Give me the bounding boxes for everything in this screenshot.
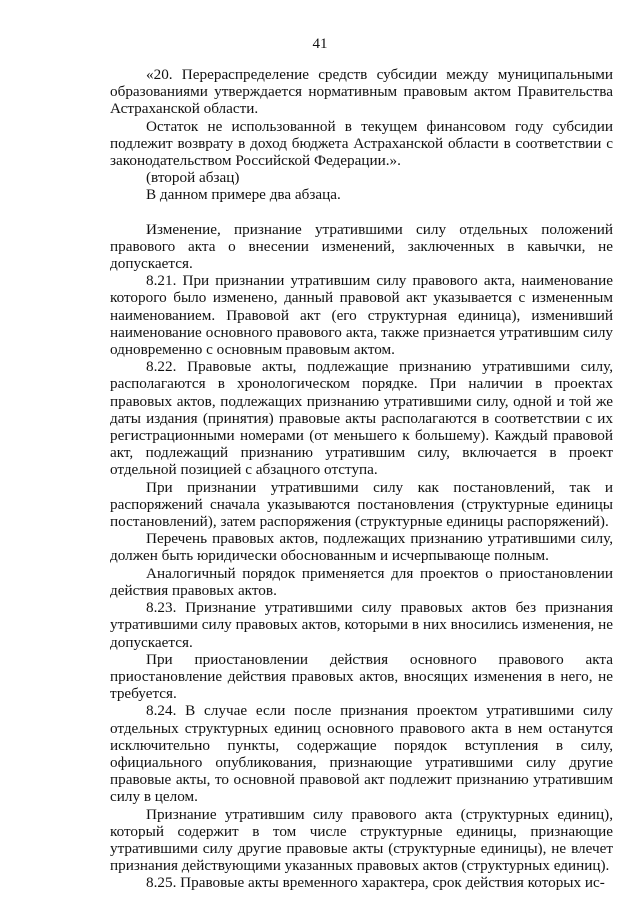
paragraph-example-note: В данном примере два абзаца. (146, 186, 341, 204)
paragraph-structural-units: Признание утратившим силу правового акта (структурных единиц), который содержит в том числе структурные единицы, признающие утратившими силу другие правовые акты (структурные единицы), не влечет признания действующими указанных правовых актов (структурных единиц). (110, 805, 613, 875)
paragraph-8-24: 8.24. В случае если после признания проектом утратившими силу отдельных структурных единиц основного правового акта в нем останутся исключительно пункты, содержащие порядок вступления в силу, официального опубликования, признающие утратившими силу другие правовые акты, то основной правовой акт подлежит признанию утратившим силу в целом. (110, 702, 613, 806)
paragraph-8-22: 8.22. Правовые акты, подлежащие признанию утратившими силу, располагаются в хронологическом порядке. При наличии в проектах правовых актов, подлежащих признанию утратившими силу, одной и той же даты издания (принятия) правовые акты располагаются в соответствии с их регистрационными номерами (от меньшего к большему). Каждый правовой акт, подлежащий признанию утратившим силу, включается в проект отдельной позицией с абзацного отступа. (110, 358, 613, 479)
paragraph-quote-rule: Изменение, признание утратившими силу отдельных положений правового акта о внесении изменений, заключенных в кавычки, не допускается. (110, 220, 613, 273)
paragraph-8-23: 8.23. Признание утратившими силу правовых актов без признания утратившими силу правовых актов, которыми в них вносились изменения, не допускается. (110, 599, 613, 651)
paragraph-8-25: 8.25. Правовые акты временного характера, срок действия которых ис- (146, 874, 605, 892)
paragraph-order-note: При признании утратившими силу как постановлений, так и распоряжений сначала указываются постановления (структурные единицы постановлений), затем распоряжения (структурные единицы распоряжений). (110, 478, 613, 531)
page-number: 41 (312, 36, 328, 52)
paragraph-quote-end: Остаток не использованной в текущем финансовом году субсидии подлежит возврату в доход бюджета Астраханской области в соответствии с законодательством Российской Федерации.». (110, 117, 613, 170)
paragraph-quote-start: «20. Перераспределение средств субсидии между муниципальными образованиями утверждается нормативным правовым актом Правительства Астраханской области. (110, 66, 613, 118)
paragraph-list-note: Перечень правовых актов, подлежащих признанию утратившими силу, должен быть юридически обоснованным и исчерпывающе полным. (110, 530, 613, 565)
paragraph-second-abzats-note: (второй абзац) (146, 169, 240, 187)
paragraph-suspension-note: Аналогичный порядок применяется для проектов о приостановлении действия правовых актов. (110, 564, 613, 599)
paragraph-suspension-amendments: При приостановлении действия основного правового акта приостановление действия правовых актов, вносящих изменения в него, не требуется. (110, 650, 613, 703)
paragraph-8-21: 8.21. При признании утратившим силу правового акта, наименование которого было изменено, данный правовой акт указывается с измененным наименованием. Правовой акт (его структурная единица), изменивший наименование основного правового акта, также признается утратившим силу одновременно с основным правовым актом. (110, 272, 613, 359)
document-body (110, 66, 613, 892)
